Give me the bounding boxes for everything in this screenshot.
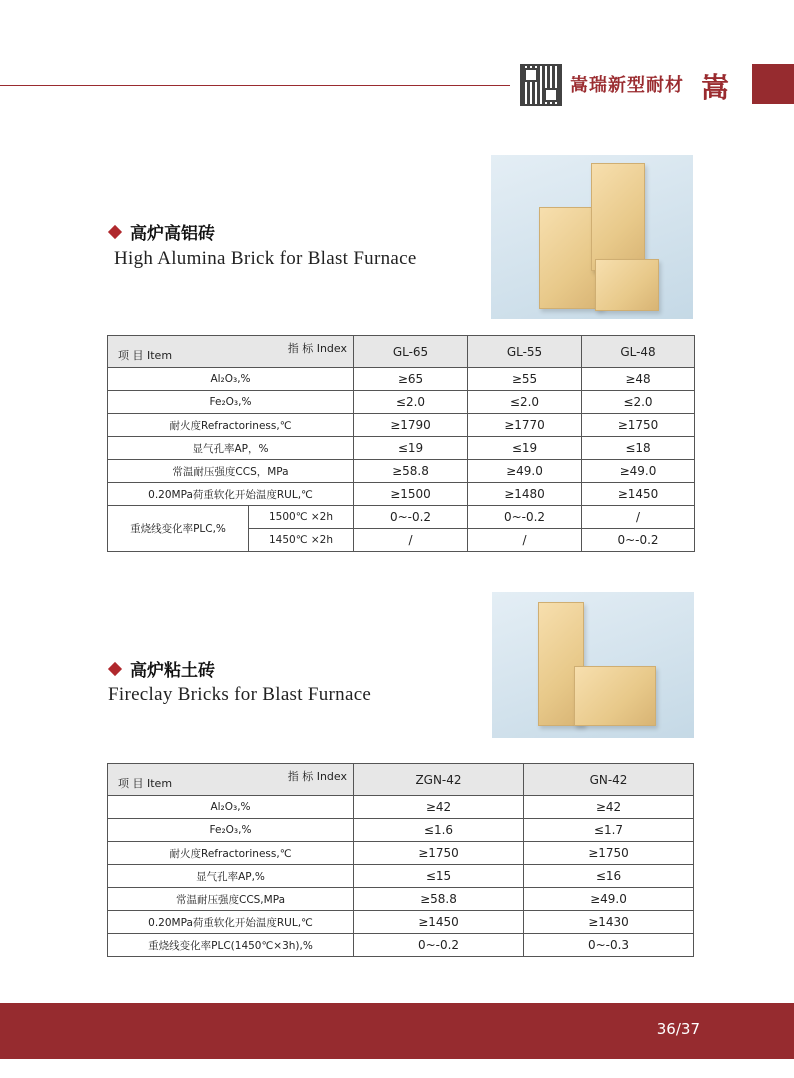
cell-value: ≤18 [582,437,695,460]
brick-shape [591,163,645,271]
section2-title-en: Fireclay Bricks for Blast Furnace [108,684,372,705]
plc-condition: 1450℃ ×2h [249,529,354,552]
table-header-row [108,336,695,368]
column-header: GL-48 [582,336,695,368]
column-header: GL-65 [354,336,468,368]
row-label: 常温耐压强度CCS，MPa [108,460,354,483]
cell-value: ≥1750 [582,414,695,437]
cell-value: ≥1790 [354,414,468,437]
row-label: Fe₂O₃,% [108,819,354,842]
cell-value: ≥1430 [524,911,694,934]
cell-value: ≥1770 [468,414,582,437]
header-rule [0,85,510,86]
table-row [108,483,695,506]
table-row [108,368,695,391]
cell-value: ≤19 [354,437,468,460]
table-row [108,842,694,865]
cell-value: ≥1750 [354,842,524,865]
cell-value: ≥58.8 [354,460,468,483]
table-row [108,506,695,529]
high-alumina-brick-photo [491,155,693,319]
cell-value: / [354,529,468,552]
plc-condition: 1500℃ ×2h [249,506,354,529]
header-index-label: 指 标 Index [287,342,347,355]
column-header: ZGN-42 [354,764,524,796]
header-item-label: 项 目 Item [118,349,173,362]
table-row [108,865,694,888]
cell-value: 0~-0.2 [354,934,524,957]
brand-logo-mark: 嵩 [701,71,730,104]
table-row [108,437,695,460]
row-label: 0.20MPa荷重软化开始温度RUL,℃ [108,911,354,934]
cell-value: / [582,506,695,529]
row-label: Al₂O₃,% [108,796,354,819]
fireclay-brick-photo [492,592,694,738]
cell-value: 0~-0.2 [354,506,468,529]
table-header-row [108,764,694,796]
cell-value: ≥48 [582,368,695,391]
table-row [108,888,694,911]
table-row [108,414,695,437]
cell-value: ≥1450 [582,483,695,506]
header-index-label: 指 标 Index [287,770,347,783]
row-label: 显气孔率AP，% [108,437,354,460]
row-label: 显气孔率AP,% [108,865,354,888]
cell-value: ≥1450 [354,911,524,934]
cell-value: ≥42 [524,796,694,819]
cell-value: ≤15 [354,865,524,888]
cell-value: ≤19 [468,437,582,460]
cell-value: ≥49.0 [468,460,582,483]
row-label: 耐火度Refractoriness,℃ [108,414,354,437]
row-label: Fe₂O₃,% [108,391,354,414]
row-label: Al₂O₃,% [108,368,354,391]
cell-value: ≥49.0 [524,888,694,911]
cell-value: ≤2.0 [582,391,695,414]
header-corner-block [752,64,794,104]
table-row [108,819,694,842]
cell-value: 0~-0.2 [468,506,582,529]
diamond-bullet-icon [108,225,122,239]
table-row [108,934,694,957]
diagonal-header-cell [108,336,354,368]
brick-shape [574,666,656,726]
qr-code-icon [520,64,562,106]
table-row [108,391,695,414]
cell-value: ≥1750 [524,842,694,865]
row-label: 0.20MPa荷重软化开始温度RUL,℃ [108,483,354,506]
table-row [108,911,694,934]
cell-value: ≥42 [354,796,524,819]
cell-value: ≥65 [354,368,468,391]
diamond-bullet-icon [108,662,122,676]
column-header: GL-55 [468,336,582,368]
row-label: 耐火度Refractoriness,℃ [108,842,354,865]
cell-value: ≤1.7 [524,819,694,842]
column-header: GN-42 [524,764,694,796]
section1-title-cn: 高炉高铝砖 [110,219,215,244]
cell-value: ≤1.6 [354,819,524,842]
page-number: 36/37 [656,1020,700,1038]
cell-value: ≤2.0 [468,391,582,414]
cell-value: ≤2.0 [354,391,468,414]
section2-title-cn: 高炉粘土砖 [110,656,215,681]
cell-value: ≤16 [524,865,694,888]
high-alumina-spec-table [107,335,695,552]
cell-value: 0~-0.3 [524,934,694,957]
table-row [108,796,694,819]
cell-value: / [468,529,582,552]
cell-value: 0~-0.2 [582,529,695,552]
diagonal-header-cell [108,764,354,796]
cell-value: ≥58.8 [354,888,524,911]
table-row [108,460,695,483]
row-label: 常温耐压强度CCS,MPa [108,888,354,911]
cell-value: ≥55 [468,368,582,391]
cell-value: ≥1480 [468,483,582,506]
header-item-label: 项 目 Item [118,777,173,790]
cell-value: ≥1500 [354,483,468,506]
fireclay-spec-table [107,763,694,957]
section1-title-en: High Alumina Brick for Blast Furnace [114,248,417,269]
row-label: 重烧线变化率PLC(1450℃×3h),% [108,934,354,957]
cell-value: ≥49.0 [582,460,695,483]
brand-name: 嵩瑞新型耐材 [570,75,684,96]
brick-shape [595,259,659,311]
plc-row-label: 重烧线变化率PLC,% [108,506,249,552]
